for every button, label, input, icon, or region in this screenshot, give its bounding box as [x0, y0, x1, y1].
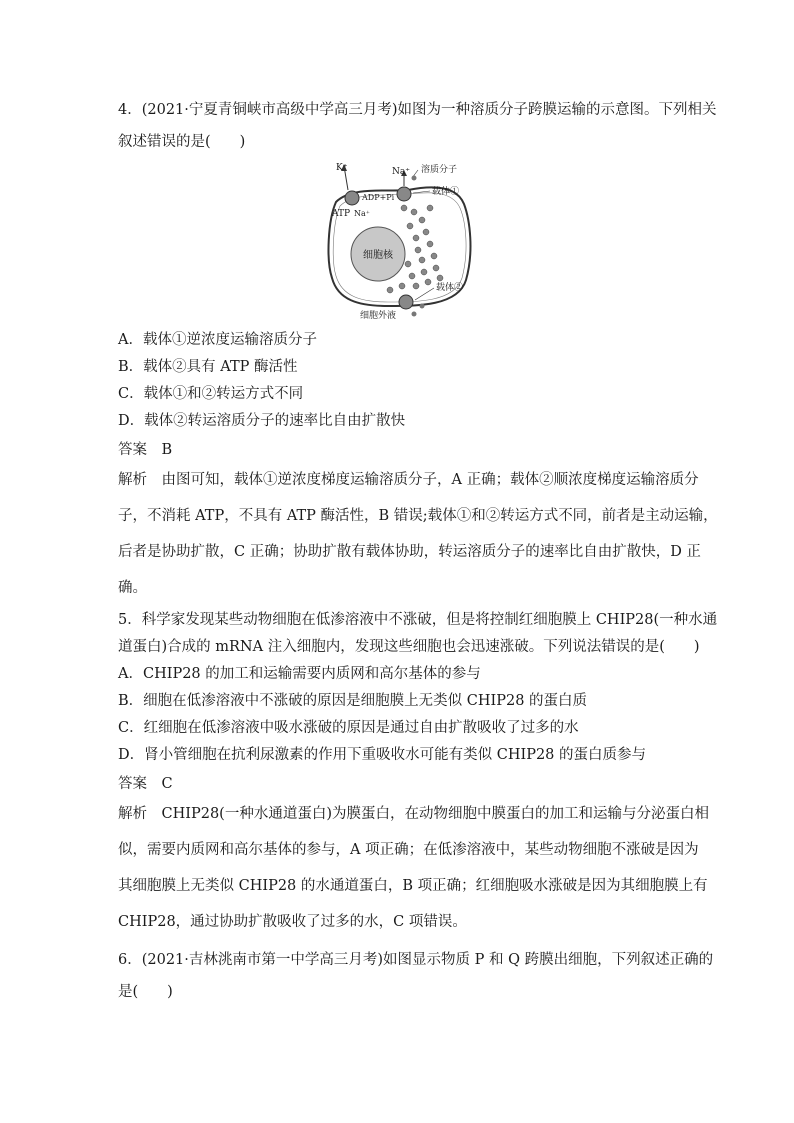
q4-option-a: A．载体①逆浓度运输溶质分子: [118, 332, 317, 348]
q5-analysis-line: 解析 CHIP28(一种水通道蛋白)为膜蛋白，在动物细胞中膜蛋白的加工和运输与分泌蛋白相: [118, 806, 709, 822]
q5-analysis-line: 其细胞膜上无类似 CHIP28 的水通道蛋白，B 项正确；红细胞吸水涨破是因为其细胞膜上有: [118, 878, 708, 894]
q5-stem-line2: 道蛋白)合成的 mRNA 注入细胞内，发现这些细胞也会迅速涨破。下列说法错误的是( ): [118, 639, 700, 655]
q5-analysis-line: CHIP28，通过协助扩散吸收了过多的水，C 项错误。: [118, 914, 467, 930]
extracellular-label: 细胞外液: [360, 311, 397, 320]
q4-option-d: D．载体②转运溶质分子的速率比自由扩散快: [118, 413, 406, 429]
solute-label: 溶质分子: [421, 165, 458, 175]
pump-carrier: [345, 191, 359, 205]
carrier-2-label: 载体②: [436, 283, 464, 293]
atp-label: ATP: [332, 209, 351, 219]
q5-option-d: D．肾小管细胞在抗利尿激素的作用下重吸收水可能有类似 CHIP28 的蛋白质参与: [118, 747, 647, 763]
k-plus-label: K⁺: [336, 163, 348, 173]
q5-option-b: B．细胞在低渗溶液中不涨破的原因是细胞膜上无类似 CHIP28 的蛋白质: [118, 693, 588, 709]
q4-stem-line1: 4．(2021·宁夏青铜峡市高级中学高三月考)如图为一种溶质分子跨膜运输的示意图。下列相关: [118, 102, 717, 118]
q5-option-a: A．CHIP28 的加工和运输需要内质网和高尔基体的参与: [118, 666, 481, 682]
q6-stem-line2: 是( ): [118, 984, 173, 1000]
adp-label: ADP+Pi: [362, 193, 395, 202]
q4-analysis-line: 子，不消耗 ATP，不具有 ATP 酶活性，B 错误;载体①和②转运方式不同，前者是主动运输，: [118, 508, 718, 524]
q4-option-c: C．载体①和②转运方式不同: [118, 386, 304, 402]
carrier-1: [397, 187, 411, 201]
q4-analysis-line: 确。: [118, 580, 147, 596]
q4-analysis-line: 后者是协助扩散，C 正确；协助扩散有载体协助，转运溶质分子的速率比自由扩散快，D 正: [118, 544, 701, 560]
q6-stem-line1: 6．(2021·吉林洮南市第一中学高三月考)如图显示物质 P 和 Q 跨膜出细胞，下列叙述正确的: [118, 952, 714, 968]
cell-transport-figure: [318, 160, 488, 320]
carrier-1-label: 载体①: [432, 187, 460, 197]
q4-answer: 答案 B: [118, 442, 173, 458]
q5-analysis-line: 似，需要内质网和高尔基体的参与，A 项正确；在低渗溶液中，某些动物细胞不涨破是因为: [118, 842, 699, 858]
carrier-2: [399, 295, 413, 309]
q4-stem-line2: 叙述错误的是( ): [118, 134, 246, 150]
nucleus-label: 细胞核: [363, 250, 393, 261]
na-plus-top-label: Na⁺: [392, 167, 410, 177]
q5-stem-line1: 5．科学家发现某些动物细胞在低渗溶液中不涨破，但是将控制红细胞膜上 CHIP28(一种水通: [118, 612, 718, 628]
q4-analysis-line: 解析 由图可知，载体①逆浓度梯度运输溶质分子，A 正确；载体②顺浓度梯度运输溶质分: [118, 472, 699, 488]
q5-option-c: C．红细胞在低渗溶液中吸水涨破的原因是通过自由扩散吸收了过多的水: [118, 720, 579, 736]
q5-answer: 答案 C: [118, 776, 173, 792]
na-plus-inner-label: Na⁺: [354, 209, 370, 218]
q4-option-b: B．载体②具有 ATP 酶活性: [118, 359, 298, 375]
